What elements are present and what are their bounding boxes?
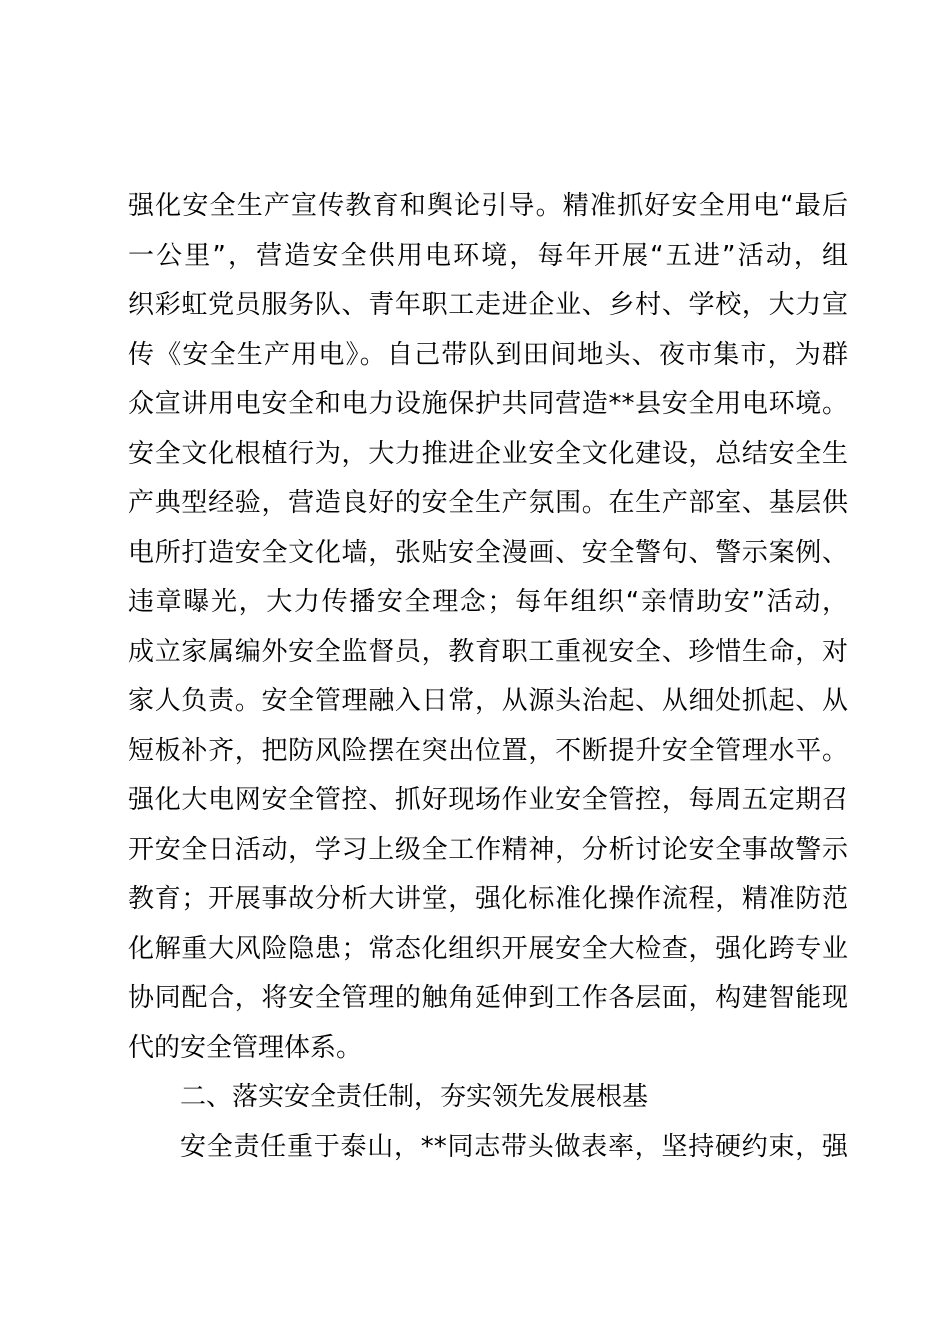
body-line: 协同配合，将安全管理的触角延伸到工作各层面，构建智能现 xyxy=(128,983,848,1013)
body-line: 安全文化根植行为，大力推进企业安全文化建设，总结安全生 xyxy=(128,438,848,469)
section-heading: 二、落实安全责任制，夯实领先发展根基 xyxy=(180,1082,649,1112)
body-line: 产典型经验，营造良好的安全生产氛围。在生产部室、基层供 xyxy=(128,488,848,518)
body-line: 强化大电网安全管控、抓好现场作业安全管控，每周五定期召 xyxy=(128,785,848,815)
body-line: 化解重大风险隐患；常态化组织开展安全大检查，强化跨专业 xyxy=(128,933,848,964)
body-line: 一公里”，营造安全供用电环境，每年开展“五进”活动，组 xyxy=(128,240,848,271)
body-line: 短板补齐，把防风险摆在突出位置，不断提升安全管理水平。 xyxy=(128,735,848,766)
body-line: 传《安全生产用电》。自己带队到田间地头、夜市集市，为群 xyxy=(128,339,848,370)
body-line: 开安全日活动，学习上级全工作精神，分析讨论安全事故警示 xyxy=(128,834,848,865)
body-line: 家人负责。安全管理融入日常，从源头治起、从细处抓起、从 xyxy=(128,686,848,716)
body-line: 电所打造安全文化墙，张贴安全漫画、安全警句、警示案例、 xyxy=(128,537,848,568)
body-line: 违章曝光，大力传播安全理念；每年组织“亲情助安”活动， xyxy=(128,587,848,617)
body-line: 众宣讲用电安全和电力设施保护共同营造**县安全用电环境。 xyxy=(128,389,848,419)
body-line: 教育；开展事故分析大讲堂，强化标准化操作流程，精准防范 xyxy=(128,884,848,914)
document-body xyxy=(128,182,848,1172)
body-line: 成立家属编外安全监督员，教育职工重视安全、珍惜生命，对 xyxy=(128,636,848,667)
body-line-last: 代的安全管理体系。 xyxy=(128,1032,363,1063)
paragraph-first-line: 安全责任重于泰山，**同志带头做表率，坚持硬约束，强 xyxy=(180,1131,848,1162)
body-line: 强化安全生产宣传教育和舆论引导。精准抓好安全用电“最后 xyxy=(128,191,848,221)
body-line: 织彩虹党员服务队、青年职工走进企业、乡村、学校，大力宣 xyxy=(128,290,848,320)
